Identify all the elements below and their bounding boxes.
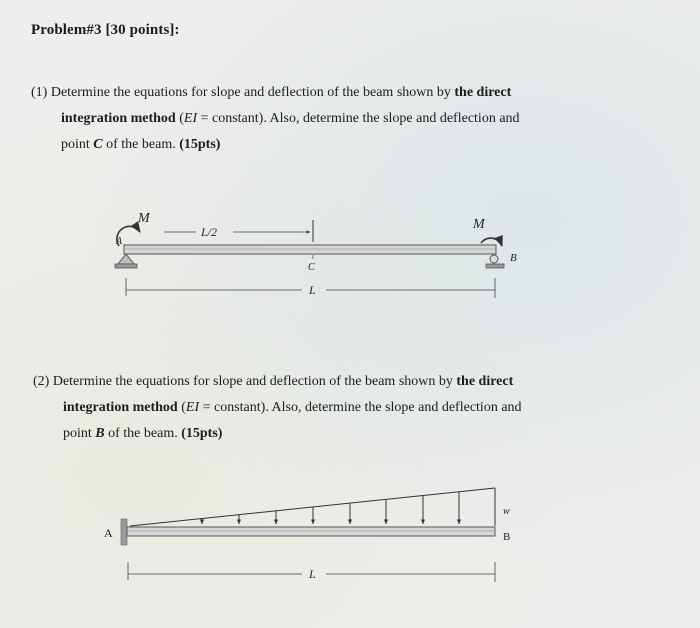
problem-2-line-2-text: = constant). Also, determine the slope and deflection and — [199, 400, 522, 415]
problem-1-line-1-text: Determine the equations for slope and deflection of the beam shown by — [50, 85, 455, 100]
label-b-fig2: B — [503, 531, 511, 543]
problem-2-paren: ( — [177, 400, 186, 415]
problem-2-ei: EI — [185, 400, 200, 415]
pin-support-a — [115, 254, 137, 268]
problem-2-method: integration method — [63, 400, 178, 415]
beam-2 — [127, 527, 495, 536]
problem-1-line-2-text: = constant). Also, determine the slope and deflection and — [197, 111, 520, 126]
fixed-support-a — [121, 519, 127, 545]
problem-title: Problem#3 [30 points]: — [31, 22, 180, 38]
problem-1-point-label: C — [93, 137, 103, 152]
problem-1-ei: EI — [183, 111, 198, 126]
problem-2-line-1-text: Determine the equations for slope and deflection of the beam shown by — [52, 374, 457, 389]
problem-1-number: (1) — [31, 85, 51, 100]
figure-1 — [115, 211, 517, 298]
moment-label-left: M — [138, 211, 150, 226]
label-a-fig2: A — [104, 526, 113, 540]
problem-2-point-label: B — [95, 426, 105, 441]
half-span-dimension — [164, 220, 313, 242]
problem-1-line-3-text: of the beam. — [102, 137, 180, 152]
half-span-label: L/2 — [201, 225, 218, 239]
triangular-load — [130, 488, 495, 526]
problem-1-line-1-bold: the direct — [454, 85, 512, 100]
roller-support-b — [486, 255, 504, 268]
problem-1-points: (15pts) — [179, 137, 221, 152]
label-b-fig1: B — [510, 252, 517, 264]
problem-2-point-word: point — [63, 426, 96, 441]
problem-1-paren: ( — [175, 111, 184, 126]
span-label-1: L — [309, 283, 316, 297]
problem-1-point-word: point — [61, 137, 94, 152]
span-label-2: L — [309, 567, 316, 581]
label-c: C — [308, 262, 315, 273]
problem-2-number: (2) — [33, 374, 53, 389]
load-label-w: w — [503, 506, 510, 517]
figure-2 — [104, 488, 510, 582]
problem-2-points: (15pts) — [181, 426, 223, 441]
problem-2-line-3-text: of the beam. — [104, 426, 182, 441]
problem-2-line-1-bold: the direct — [456, 374, 514, 389]
problem-1-method: integration method — [61, 111, 176, 126]
beam-1 — [124, 245, 496, 254]
moment-label-right: M — [473, 217, 485, 232]
label-a-fig1: A — [116, 236, 123, 247]
